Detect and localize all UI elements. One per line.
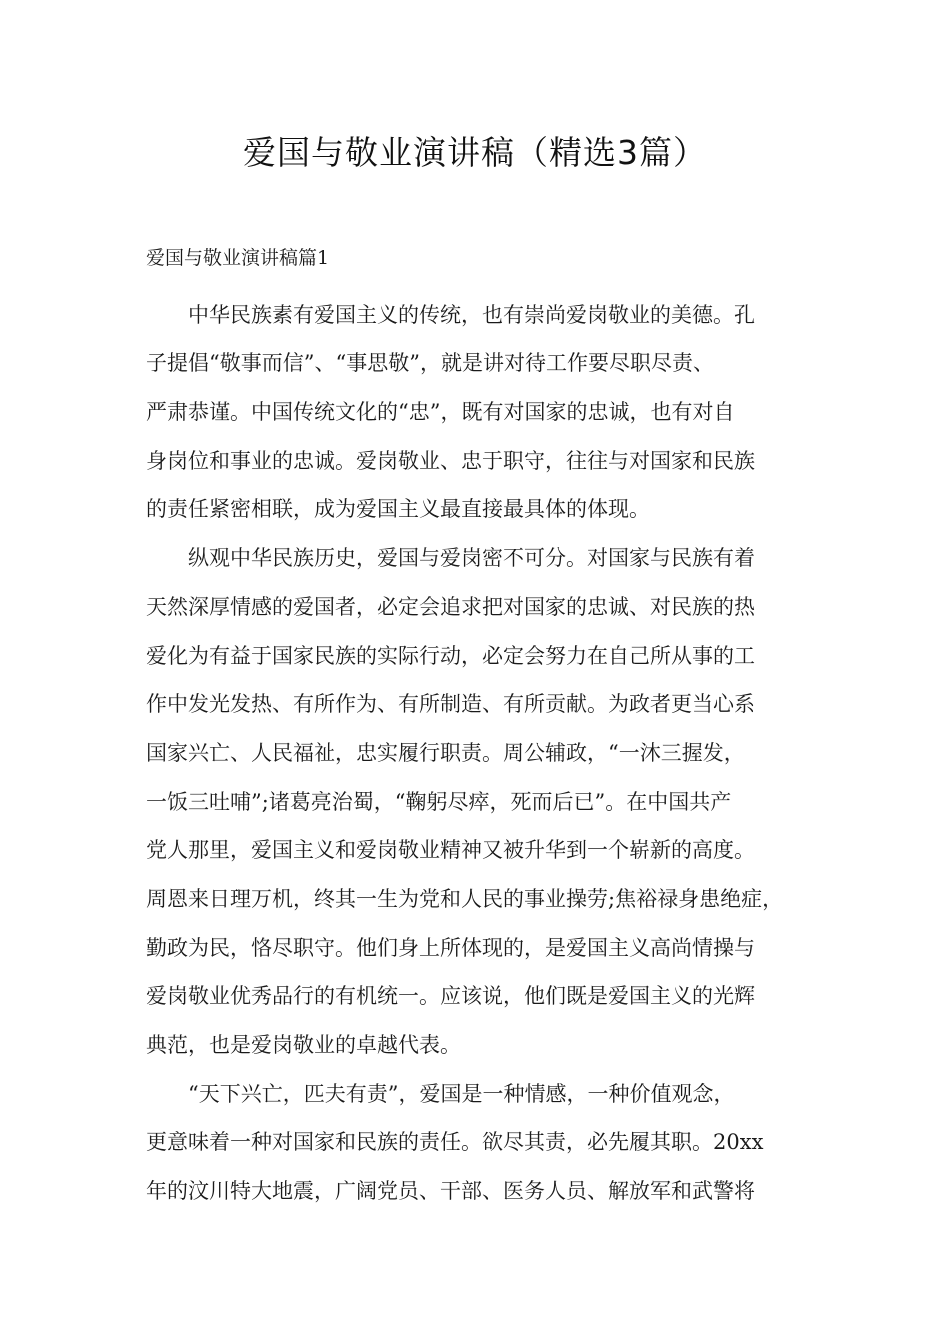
paragraph-line: 典范，也是爱岗敬业的卓越代表。 — [146, 1033, 461, 1057]
paragraph-line: 党人那里，爱国主义和爱岗敬业精神又被升华到一个崭新的高度。 — [146, 838, 755, 863]
paragraph-line: 中华民族素有爱国主义的传统，也有崇尚爱岗敬业的美德。孔 — [188, 302, 755, 327]
paragraph-line: “天下兴亡，匹夫有责”，爱国是一种情感，一种价值观念， — [188, 1081, 735, 1106]
paragraph-line: 纵观中华民族历史，爱国与爱岗密不可分。对国家与民族有着 — [188, 546, 755, 571]
paragraph-line: 国家兴亡、人民福祉，忠实履行职责。周公辅政，“一沐三握发， — [146, 740, 745, 765]
paragraph-3 — [146, 1070, 826, 1216]
paragraph-line: 的责任紧密相联，成为爱国主义最直接最具体的体现。 — [146, 497, 650, 522]
document-body — [146, 234, 826, 1216]
document-title: 爱国与敬业演讲稿（精选3篇） — [243, 133, 707, 172]
paragraph-2 — [146, 534, 826, 1070]
paragraph-line: 作中发光发热、有所作为、有所制造、有所贡献。为政者更当心系 — [146, 692, 755, 717]
paragraph-line: 勤政为民，恪尽职守。他们身上所体现的，是爱国主义高尚情操与 — [146, 935, 755, 960]
paragraph-line: 年的汶川特大地震，广阔党员、干部、医务人员、解放军和武警将 — [146, 1179, 755, 1204]
paragraph-line: 一饭三吐哺”;诸葛亮治蜀，“鞠躬尽瘁，死而后已”。在中国共产 — [146, 789, 732, 814]
paragraph-line: 爱岗敬业优秀品行的有机统一。应该说，他们既是爱国主义的光辉 — [146, 984, 755, 1009]
paragraph-line: 爱化为有益于国家民族的实际行动，必定会努力在自己所从事的工 — [146, 643, 755, 668]
section-heading: 爱国与敬业演讲稿篇1 — [146, 247, 330, 269]
paragraph-line: 身岗位和事业的忠诚。爱岗敬业、忠于职守，往往与对国家和民族 — [146, 448, 755, 473]
paragraph-line: 更意味着一种对国家和民族的责任。欲尽其责，必先履其职。20xx — [146, 1130, 764, 1155]
paragraph-1 — [146, 291, 826, 534]
paragraph-line: 子提倡“敬事而信”、“事思敬”，就是讲对待工作要尽职尽责、 — [146, 351, 714, 376]
paragraph-line: 天然深厚情感的爱国者，必定会追求把对国家的忠诚、对民族的热 — [146, 594, 755, 619]
spacer — [146, 283, 826, 291]
paragraph-line: 周恩来日理万机，终其一生为党和人民的事业操劳;焦裕禄身患绝症， — [146, 886, 784, 911]
paragraph-line: 严肃恭谨。中国传统文化的“忠”，既有对国家的忠诚，也有对自 — [146, 400, 735, 425]
